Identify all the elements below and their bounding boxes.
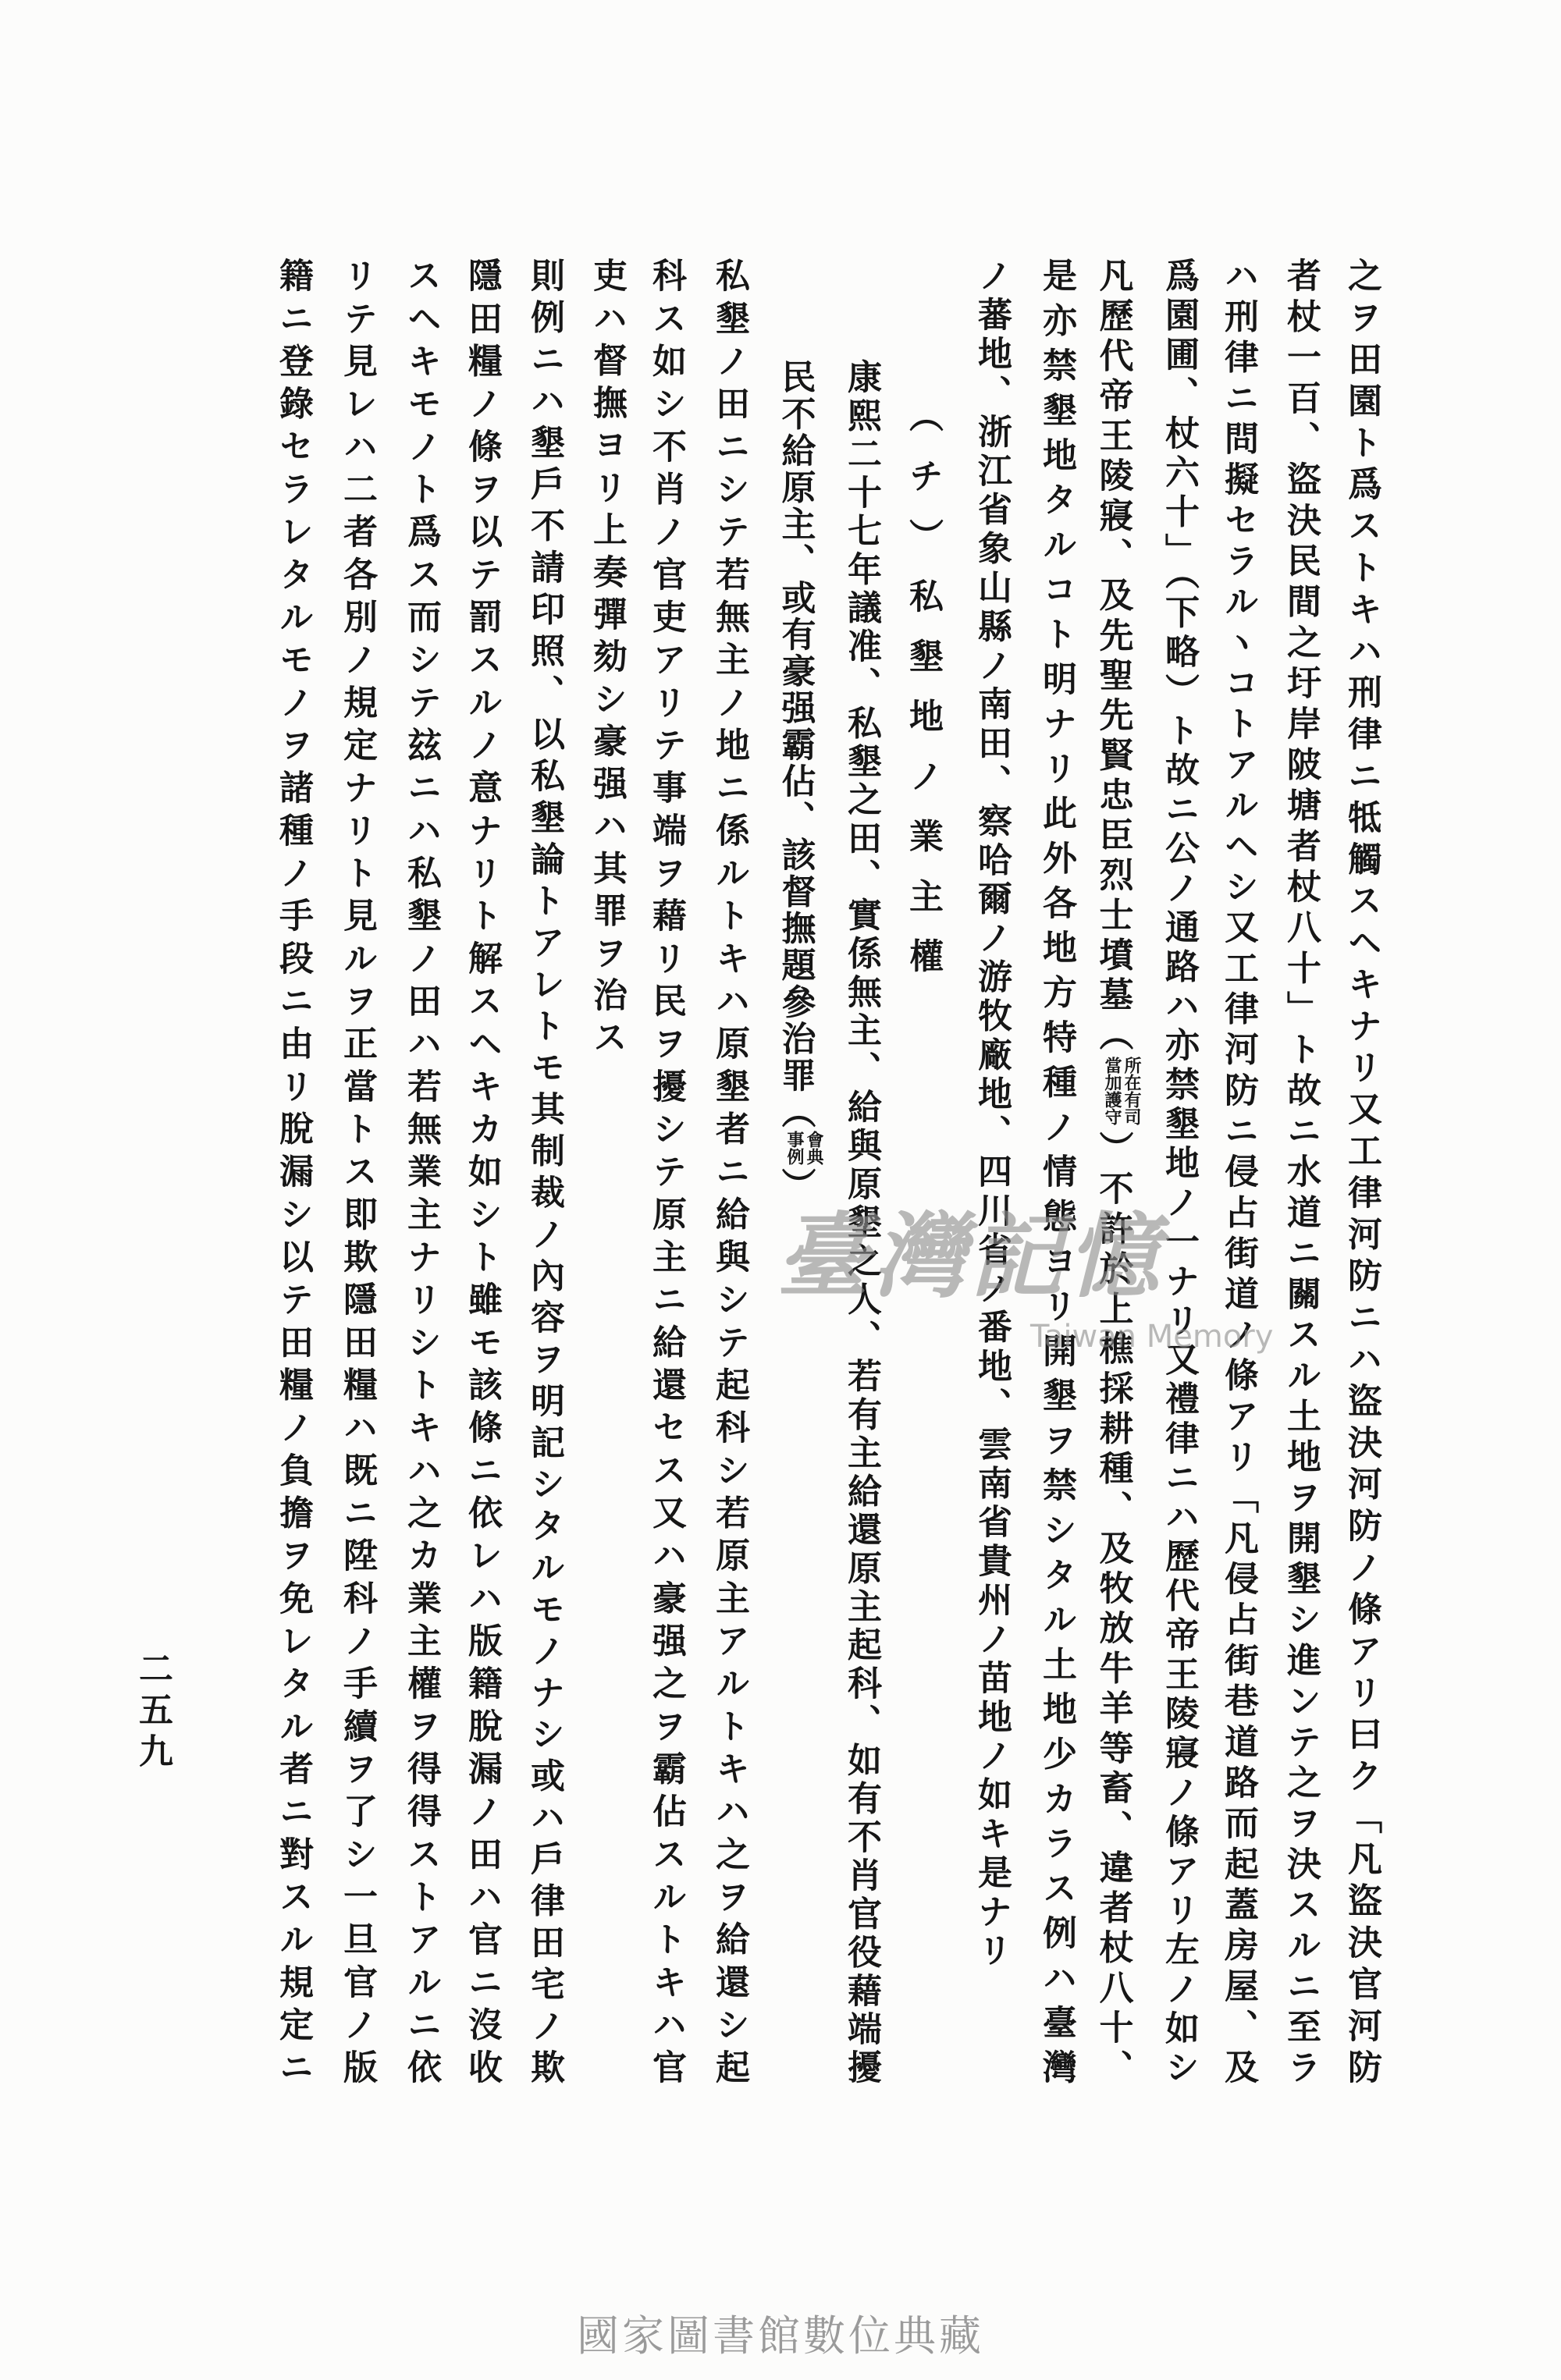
column-text: 私墾ノ田ニシテ若無主ノ地ニ係ルトキハ原墾者ニ給與シテ起科シ若原主アルトキハ之ヲ給還シ起: [709, 258, 749, 2083]
watermark-logo: 臺灣記憶: [777, 1202, 1165, 1310]
text-column: [1155, 258, 1202, 2083]
text-column: [968, 258, 1015, 1966]
text-column: [397, 258, 444, 2083]
text-column: [333, 258, 380, 2083]
column-text: リテ見レハ二者各別ノ規定ナリト見ルヲ正當トス即欺隱田糧ハ既ニ陞科ノ手續ヲ了シ一旦官ノ版: [337, 258, 377, 2083]
archive-footer: 國家圖書館數位典藏: [577, 2311, 984, 2360]
column-text: 則例ニハ墾戶不請印照、以私墾論トアレトモ其制裁ノ內容ヲ明記シタルモノナシ或ハ戶律田宅ノ欺: [524, 258, 564, 2083]
column-text: 者杖一百、盜決民間之圩岸陂塘者杖八十」ト故ニ水道ニ關スル土地ヲ開墾シ進ンテ之ヲ決スルニ至ラ: [1281, 258, 1321, 2083]
text-column: [521, 258, 567, 2083]
column-text: ノ蕃地、浙江省象山縣ノ南田、察哈爾ノ游牧廠地、四川省ノ番地、雲南省貴州ノ苗地ノ如キ是ナリ: [972, 258, 1012, 1967]
text-column: [269, 258, 316, 2083]
page-number: 二五九: [133, 1650, 172, 1767]
text-column: [1277, 258, 1324, 2083]
watermark-subtitle: Taiwan Memory: [1030, 1319, 1274, 1355]
quote-column: [777, 359, 823, 1202]
quote-column: [837, 359, 884, 2083]
text-column: [583, 258, 630, 1053]
column-text: ）: [775, 1164, 816, 1202]
column-text: ）不許於上樵採耕種、及牧放牛羊等畜、違者杖八十、: [1093, 1124, 1133, 2084]
text-column: [642, 258, 689, 2083]
column-text: スヘキモノト爲ス而シテ玆ニハ私墾ノ田ハ若無業主ナリシトキハ之カ業主權ヲ得得ストアルニ依: [401, 258, 441, 2083]
text-column: [1094, 258, 1141, 2083]
section-title: 私墾地ノ業主權: [903, 577, 943, 976]
text-column: [458, 258, 505, 2083]
text-column: [706, 258, 752, 2083]
column-text: 是亦禁墾地タルコト明ナリ此外各地方特種ノ情態ヨリ開墾ヲ禁シタル土地少カラス例ハ臺灣: [1037, 258, 1076, 2083]
text-column: [1214, 258, 1261, 2083]
column-text: 吏ハ督撫ヨリ上奏彈劾シ豪强ハ其罪ヲ治ス: [587, 258, 627, 1053]
column-text: 之ヲ田園ト爲ストキハ刑律ニ牴觸スヘキナリ又工律河防ニハ盜決河防ノ條アリ曰ク「凡盜決官河防: [1342, 258, 1381, 2083]
section-marker: （チ）: [903, 398, 943, 578]
column-text: ハ刑律ニ問擬セラルヽコトアルヘシ又工律河防ニ侵占街道ノ條アリ「凡侵占街巷道路而起蓋房屋、及: [1218, 258, 1258, 2083]
column-text: 隱田糧ノ條ヲ以テ罰スルノ意ナリト解スヘキカ如シト雖モ該條ニ依レハ版籍脫漏ノ田ハ官ニ沒收: [462, 258, 502, 2083]
inline-annotation: [784, 1131, 823, 1165]
annotation-line: 所在有司: [1122, 1056, 1142, 1125]
text-column: [1338, 258, 1385, 2083]
column-text: 科ス如シ不肖ノ官吏アリテ事端ヲ藉リ民ヲ擾シテ原主ニ給還セス又ハ豪强之ヲ霸佔スルトキハ官: [646, 258, 686, 2083]
annotation-line: 當加護守: [1102, 1056, 1122, 1125]
section-heading: [899, 398, 946, 975]
column-text: 凡歷代帝王陵寢、及先聖先賢忠臣烈士墳墓（: [1093, 258, 1133, 1057]
annotation-line: 事例: [784, 1130, 805, 1165]
column-text: 康熙二十七年議准、私墾之田、實係無主、給與原墾之人、若有主給還原主起科、如有不肖官役藉端擾: [841, 359, 881, 2083]
column-text: 民不給原主、或有豪强霸佔、該督撫題參治罪（: [775, 359, 816, 1131]
annotation-line: 會典: [804, 1130, 824, 1165]
text-column: [1033, 258, 1079, 2083]
column-text: 籍ニ登錄セラレタルモノヲ諸種ノ手段ニ由リ脫漏シ以テ田糧ノ負擔ヲ免レタル者ニ對スル規定ニ: [273, 258, 313, 2083]
inline-annotation: [1102, 1057, 1141, 1125]
column-text: 爲園圃、杖六十」（下略）ト故ニ公ノ通路ハ亦禁墾地ノ一ナリ又禮律ニハ歷代帝王陵寢ノ條アリ左ノ如シ: [1159, 258, 1199, 2084]
